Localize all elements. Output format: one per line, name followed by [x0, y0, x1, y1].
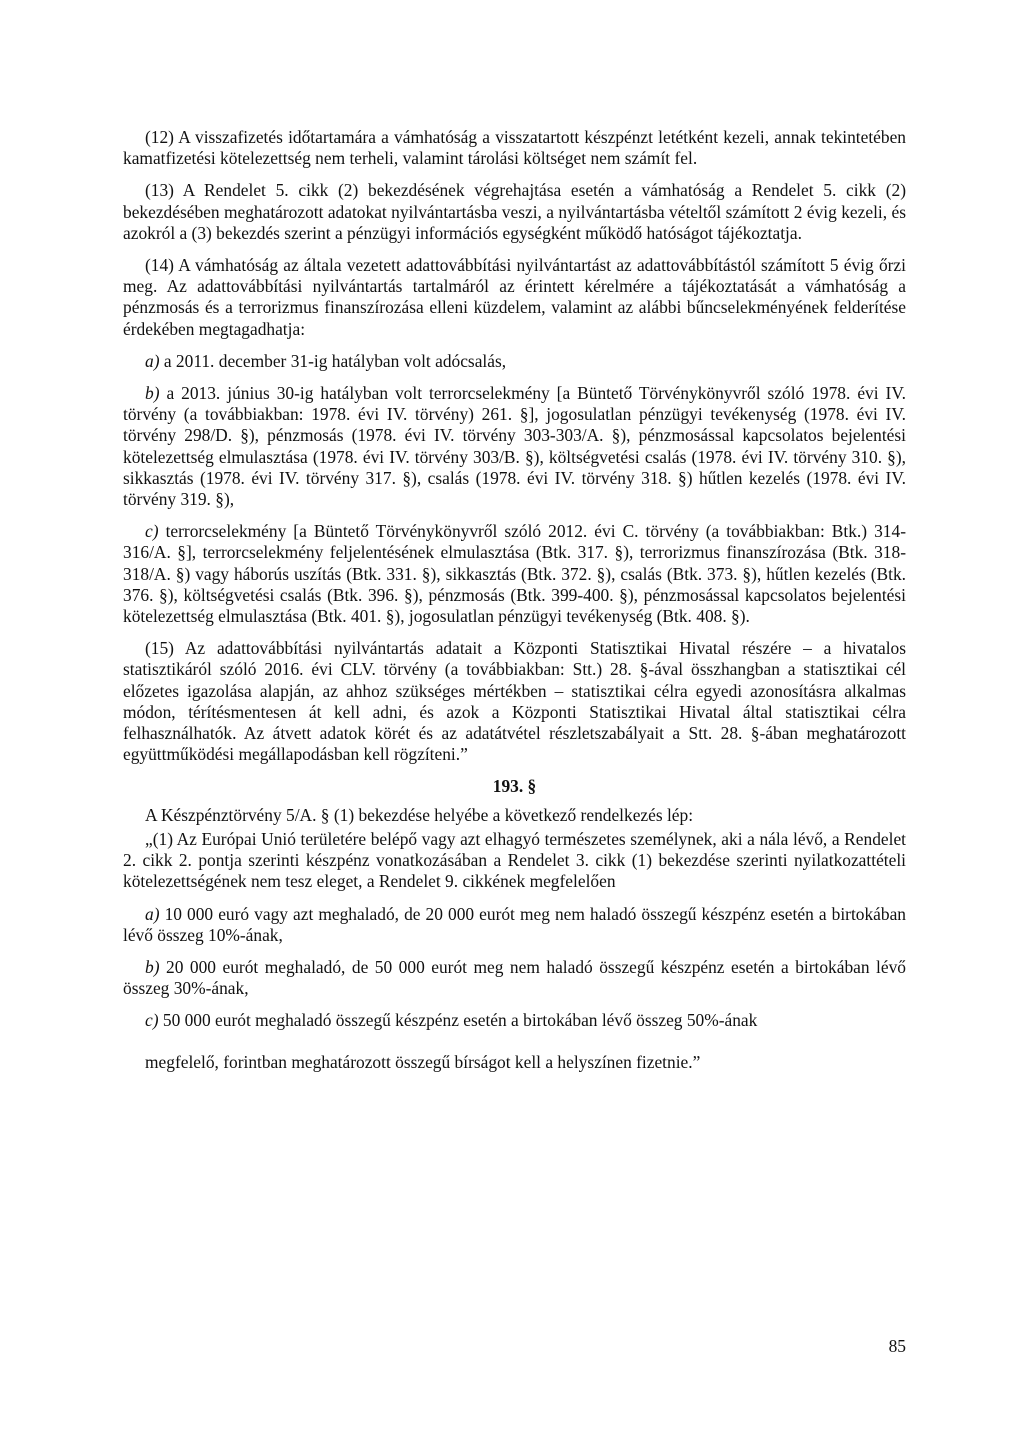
amendment-intro: A Készpénztörvény 5/A. § (1) bekezdése helyébe a következő rendelkezés lép: — [145, 804, 694, 825]
list-label: a) — [145, 350, 160, 371]
paragraph-15: (15) Az adattovábbítási nyilvántartás adatait a Központi Statisztikai Hivatal részére – a hivatalos statisztikáról szóló 2016. évi CLV. törvény (a továbbiakban: Stt.) 28. §-ával összhangban a statisztikai cél előzetes igazolása alapján, az ahhoz szükséges mértékben – statisztikai célra egyedi azonosításra alkalmas módon, térítésmentesen át kell adni, és azok a Központi Statisztikai Hivatal által statisztikai célra felhasználhatók. Az átvett adatok körét és az adatátvétel részletszabályait a Stt. 28. §-ában meghatározott együttműködési megállapodásban kell rögzíteni.” — [123, 638, 906, 765]
list-label: b) — [145, 383, 160, 404]
list-item-14a — [123, 351, 906, 372]
list-label: b) — [145, 956, 160, 977]
amendment-closing: megfelelő, forintban meghatározott összegű bírságot kell a helyszínen fizetnie.” — [145, 1051, 701, 1072]
list-text: a 2013. június 30-ig hatályban volt terrorcselekmény [a Büntető Törvénykönyvről szóló 1978. évi IV. törvény (a továbbiakban: 1978. évi IV. törvény) 261. §], jogosulatlan pénzügyi tevékenység (1978. évi IV. törvény 298/D. §), pénzmosás (1978. évi IV. törvény 303-303/A. §), pénzmosással kapcsolatos bejelentési kötelezettség elmulasztása (1978. évi IV. törvény 303/B. §), költségvetési csalás (1978. évi IV. törvény 310. §), sikkasztás (1978. évi IV. törvény 317. §), csalás (1978. évi IV. törvény 318. §) hűtlen kezelés (1978. évi IV. törvény 319. §), — [123, 383, 906, 510]
list-item-14b — [123, 383, 906, 510]
page-number: 85 — [888, 1336, 906, 1356]
paragraph-13: (13) A Rendelet 5. cikk (2) bekezdésének végrehajtása esetén a vámhatóság a Rendelet 5. cikk (2) bekezdésében meghatározott adatokat nyilvántartásba veszi, a nyilvántartásba vételtől számított 2 évig kezeli, és azokról a (3) bekezdés szerint a pénzügyi információs egységként működő hatóságot tájékoztatja. — [123, 180, 906, 243]
list-text: 10 000 euró vagy azt meghaladó, de 20 000 eurót meg nem haladó összegű készpénz esetén a birtokában lévő összeg 10%-ának, — [123, 903, 906, 945]
section-heading: 193. § — [492, 776, 537, 797]
amendment-paragraph-1: „(1) Az Európai Unió területére belépő vagy azt elhagyó természetes személynek, aki a nála lévő, a Rendelet 2. cikk 2. pontja szerinti készpénz vonatkozásában a Rendelet 3. cikk (1) bekezdése szerinti nyilatkozattételi kötelezettségének nem tesz eleget, a Rendelet 9. cikkének megfelelően — [123, 828, 906, 892]
paragraph-14: (14) A vámhatóság az általa vezetett adattovábbítási nyilvántartást az adattovábbítástól számított 5 évig őrzi meg. Az adattovábbítási nyilvántartás tartalmáról az érintett kérelmére a tájékoztatását a vámhatóság a pénzmosás és a terrorizmus finanszírozása elleni küzdelem, valamint az alábbi bűncselekményének felderítése érdekében megtagadhatja: — [123, 255, 906, 339]
amendment-item-c — [123, 1010, 906, 1031]
amendment-item-b — [123, 957, 906, 999]
list-text: 50 000 eurót meghaladó összegű készpénz esetén a birtokában lévő összeg 50%-ának — [162, 1010, 758, 1031]
list-label: c) — [145, 1010, 159, 1031]
list-item-14c — [123, 521, 906, 627]
document-body — [123, 127, 906, 1084]
list-text: a 2011. december 31-ig hatályban volt adócsalás, — [163, 350, 507, 371]
list-label: c) — [145, 521, 159, 542]
list-label: a) — [145, 903, 160, 924]
list-text: 20 000 eurót meghaladó, de 50 000 eurót meg nem haladó összegű készpénz esetén a birtokában lévő összeg 30%-ának, — [123, 956, 907, 999]
amendment-item-a — [123, 904, 906, 946]
paragraph-12: (12) A visszafizetés időtartamára a vámhatóság a visszatartott készpénzt letétként kezeli, annak tekintetében kamatfizetési kötelezettség nem terheli, valamint tárolási költséget nem számít fel. — [123, 127, 906, 169]
list-text: terrorcselekmény [a Büntető Törvénykönyvről szóló 2012. évi C. törvény (a továbbiakban: Btk.) 314-316/A. §], terrorcselekmény feljelentésének elmulasztása (Btk. 317. §), terrorizmus finanszírozása (Btk. 318-318/A. §) vagy háborús uszítás (Btk. 331. §), sikkasztás (Btk. 372. §), csalás (Btk. 373. §), hűtlen kezelés (Btk. 376. §), költségvetési csalás (Btk. 396. §), pénzmosás (Btk. 399-400. §), pénzmosással kapcsolatos bejelentési kötelezettség elmulasztása (Btk. 401. §), jogosulatlan pénzügyi tevékenység (Btk. 408. §). — [123, 521, 906, 627]
